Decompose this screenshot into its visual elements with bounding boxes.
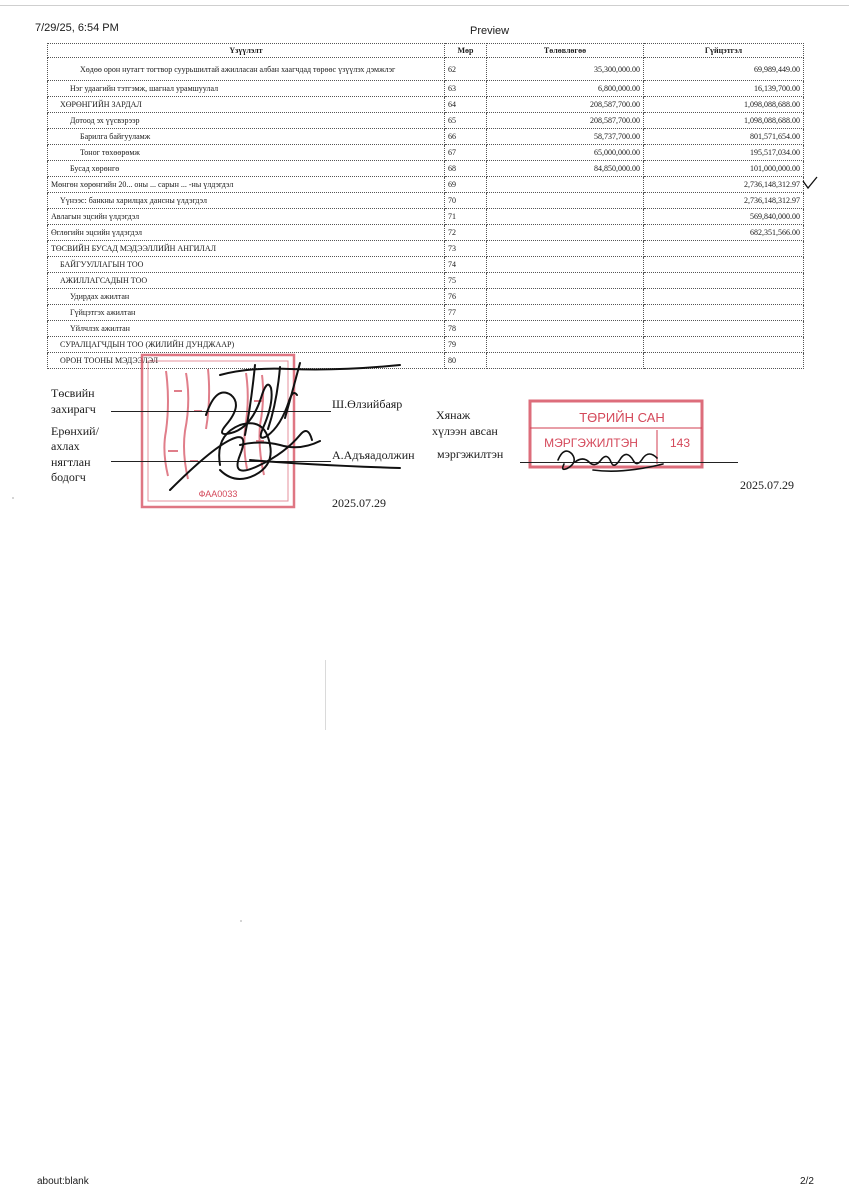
header-row-number: Мөр [445, 44, 487, 58]
row-actual-value [644, 305, 804, 321]
row-indicator: Авлагын эцсийн үлдэгдэл [48, 209, 445, 225]
row-actual-value [644, 241, 804, 257]
row-actual-value [644, 337, 804, 353]
scan-artifact [240, 920, 242, 922]
header-indicator: Үзүүлэлт [48, 44, 445, 58]
row-plan-value [487, 305, 644, 321]
row-plan-value [487, 257, 644, 273]
row-actual-value: 69,989,449.00 [644, 58, 804, 81]
row-number: 65 [445, 113, 487, 129]
table-row [48, 113, 804, 129]
row-indicator: Нэг удаагийн тэтгэмж, шагнал урамшуулал [48, 81, 445, 97]
row-plan-value: 58,737,700.00 [487, 129, 644, 145]
row-actual-value: 1,098,088,688.00 [644, 113, 804, 129]
table-row [48, 257, 804, 273]
row-number: 80 [445, 353, 487, 369]
row-number: 77 [445, 305, 487, 321]
table-row [48, 161, 804, 177]
date-right: 2025.07.29 [740, 478, 794, 492]
table-row [48, 97, 804, 113]
table-row [48, 193, 804, 209]
row-plan-value [487, 273, 644, 289]
row-actual-value [644, 273, 804, 289]
row-indicator: Дотоод эх үүсвэрээр [48, 113, 445, 129]
row-plan-value: 208,587,700.00 [487, 97, 644, 113]
director-label-line2: захирагч [51, 402, 96, 416]
row-plan-value [487, 337, 644, 353]
scan-artifact [325, 660, 326, 730]
print-page-number: 2/2 [800, 1176, 814, 1187]
table-row [48, 129, 804, 145]
table-row [48, 321, 804, 337]
reviewer-title: мэргэжилтэн [437, 447, 504, 461]
row-indicator: Бусад хөрөнгө [48, 161, 445, 177]
row-actual-value: 569,840,000.00 [644, 209, 804, 225]
row-number: 63 [445, 81, 487, 97]
row-number: 62 [445, 58, 487, 81]
row-plan-value [487, 353, 644, 369]
row-indicator: Хөдөө орон нутагт тогтвор суурьшилтай ажилласан албан хаагчдад төрөөс үзүүлэх дэмжлэг [48, 58, 445, 81]
row-plan-value: 6,800,000.00 [487, 81, 644, 97]
table-row [48, 225, 804, 241]
table-row [48, 241, 804, 257]
print-url: about:blank [37, 1176, 89, 1187]
row-number: 66 [445, 129, 487, 145]
row-number: 69 [445, 177, 487, 193]
accountant-label-line1: Ерөнхий/ [51, 424, 99, 438]
square-stamp-code: ФАА0033 [198, 489, 238, 499]
row-plan-value [487, 241, 644, 257]
row-actual-value [644, 289, 804, 305]
table-row [48, 273, 804, 289]
row-indicator: Барилга байгууламж [48, 129, 445, 145]
row-number: 74 [445, 257, 487, 273]
row-number: 75 [445, 273, 487, 289]
row-indicator: БАЙГУУЛЛАГЫН ТОО [48, 257, 445, 273]
row-plan-value [487, 289, 644, 305]
table-row [48, 289, 804, 305]
scan-artifact [12, 497, 14, 499]
row-plan-value [487, 209, 644, 225]
accountant-label-line4: бодогч [51, 470, 86, 484]
row-plan-value: 208,587,700.00 [487, 113, 644, 129]
row-actual-value: 2,736,148,312.97 [644, 193, 804, 209]
row-number: 71 [445, 209, 487, 225]
treasury-stamp-line2: МЭРГЭЖИЛТЭН [544, 436, 638, 450]
row-indicator: АЖИЛЛАГСАДЫН ТОО [48, 273, 445, 289]
row-indicator: СУРАЛЦАГЧДЫН ТОО (ЖИЛИЙН ДУНДЖААР) [48, 337, 445, 353]
row-indicator: ТӨСВИЙН БУСАД МЭДЭЭЛЛИЙН АНГИЛАЛ [48, 241, 445, 257]
reviewer-label-line2: хүлээн авсан [432, 424, 498, 438]
row-indicator: Мөнгөн хөрөнгийн 20... оны ... сарын ... -ны үлдэгдэл [48, 177, 445, 193]
table-row [48, 209, 804, 225]
accountant-name: А.Адъяадолжин [332, 448, 415, 462]
row-actual-value: 16,139,700.00 [644, 81, 804, 97]
row-indicator: Тоног төхөөрөмж [48, 145, 445, 161]
table-row [48, 58, 804, 81]
row-plan-value [487, 225, 644, 241]
row-number: 78 [445, 321, 487, 337]
row-number: 72 [445, 225, 487, 241]
row-number: 79 [445, 337, 487, 353]
print-title: Preview [470, 25, 510, 37]
row-indicator: Удирдах ажилтан [48, 289, 445, 305]
table-row [48, 145, 804, 161]
accountant-signature-scribble [160, 410, 420, 505]
row-actual-value [644, 321, 804, 337]
row-plan-value [487, 321, 644, 337]
row-plan-value: 84,850,000.00 [487, 161, 644, 177]
row-number: 67 [445, 145, 487, 161]
row-actual-value [644, 257, 804, 273]
row-number: 70 [445, 193, 487, 209]
reviewer-signature-scribble [553, 440, 683, 482]
row-actual-value: 801,571,654.00 [644, 129, 804, 145]
row-actual-value: 195,517,034.00 [644, 145, 804, 161]
row-indicator: Гүйцэтгэх ажилтан [48, 305, 445, 321]
check-icon [802, 176, 818, 190]
row-plan-value: 35,300,000.00 [487, 58, 644, 81]
table-row [48, 81, 804, 97]
accountant-label-line3: нягтлан [51, 455, 91, 469]
row-plan-value: 65,000,000.00 [487, 145, 644, 161]
row-actual-value: 1,098,088,688.00 [644, 97, 804, 113]
row-indicator: ОРОН ТООНЫ МЭДЭЭЛЭЛ [48, 353, 445, 369]
table-header-row [48, 44, 804, 58]
date-left: 2025.07.29 [332, 496, 386, 510]
row-number: 64 [445, 97, 487, 113]
row-actual-value: 2,736,148,312.97 [644, 177, 804, 193]
treasury-stamp-line1: ТӨРИЙН САН [579, 410, 665, 425]
row-plan-value [487, 193, 644, 209]
print-datetime: 7/29/25, 6:54 PM [35, 22, 119, 34]
row-plan-value [487, 177, 644, 193]
reviewer-label-line1: Хянаж [436, 408, 471, 422]
table-row [48, 177, 804, 193]
header-plan: Төлөвлөгөө [487, 44, 644, 58]
row-actual-value [644, 353, 804, 369]
row-number: 76 [445, 289, 487, 305]
director-label-line1: Төсвийн [51, 386, 95, 400]
row-indicator: Үйлчлэх ажилтан [48, 321, 445, 337]
row-number: 73 [445, 241, 487, 257]
accountant-label-line2: ахлах [51, 439, 80, 453]
row-actual-value: 101,000,000.00 [644, 161, 804, 177]
budget-report-table [47, 43, 804, 369]
header-actual: Гүйцэтгэл [644, 44, 804, 58]
treasury-stamp-number: 143 [669, 436, 691, 450]
row-indicator: ХӨРӨНГИЙН ЗАРДАЛ [48, 97, 445, 113]
row-number: 68 [445, 161, 487, 177]
table-row [48, 305, 804, 321]
row-indicator: Үүнээс: банкны харилцах дансны үлдэгдэл [48, 193, 445, 209]
row-actual-value: 682,351,566.00 [644, 225, 804, 241]
director-name: Ш.Өлзийбаяр [332, 397, 403, 411]
page-top-rule [0, 5, 849, 6]
row-indicator: Өглөгийн эцсийн үлдэгдэл [48, 225, 445, 241]
